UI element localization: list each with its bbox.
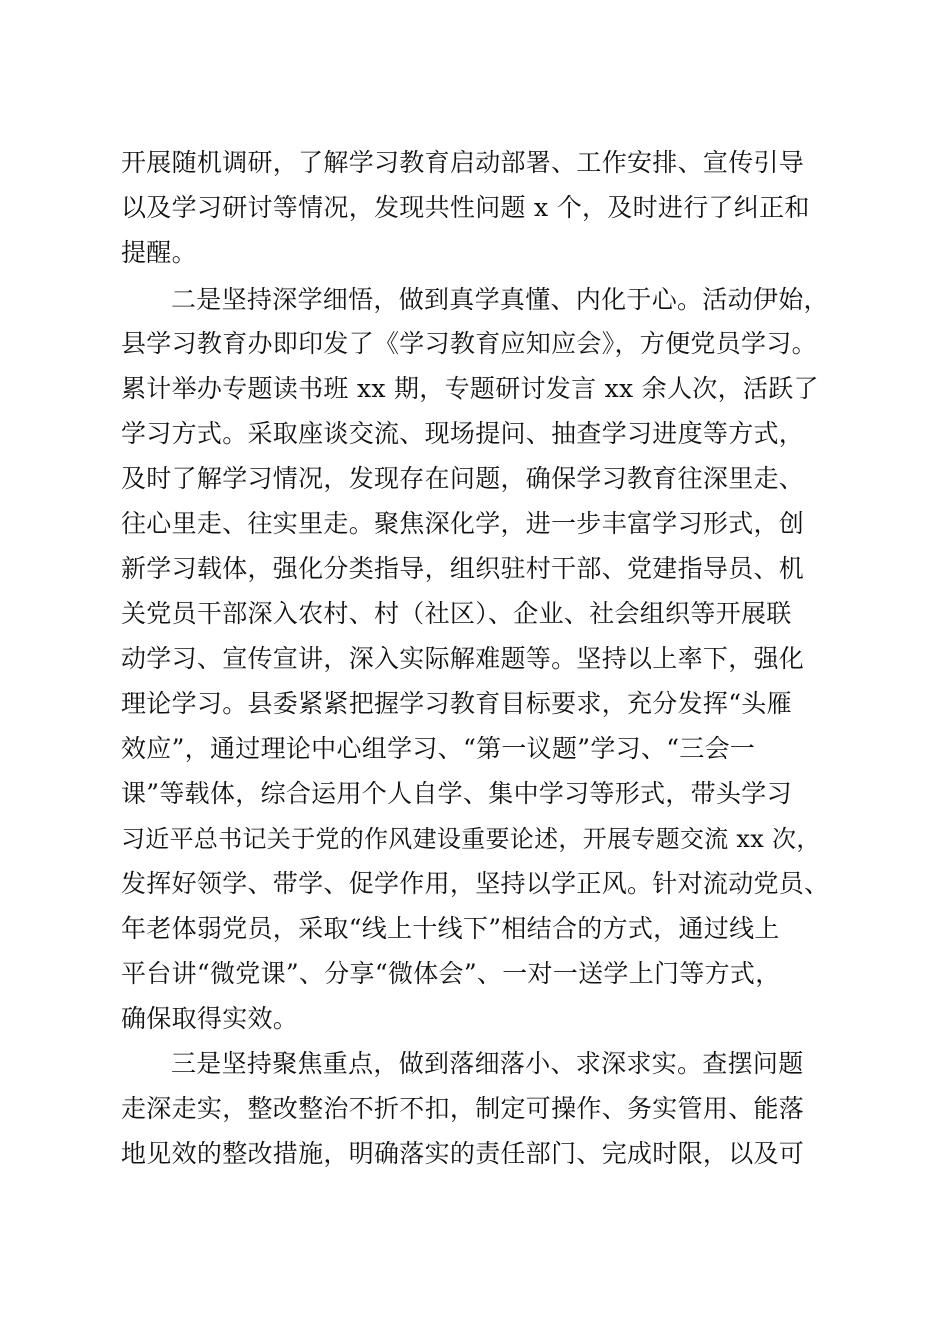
- paragraph-2-line-15: 年老体弱党员，采取“线上十线下”相结合的方式，通过线上: [121, 914, 780, 943]
- paragraph-2-line-8: 关党员干部深入农村、村（社区）、企业、社会组织等开展联: [121, 599, 792, 628]
- paragraph-2-line-3: 累计举办专题读书班 xx 期，专题研讨发言 xx 余人次，活跃了: [121, 374, 819, 403]
- paragraph-2-line-17: 确保取得实效。: [121, 1004, 299, 1033]
- paragraph-2-line-16: 平台讲“微党课”、分享“微体会”、一对一送学上门等方式，: [121, 959, 781, 988]
- paragraph-2-line-13: 习近平总书记关于党的作风建设重要论述，开展专题交流 xx 次，: [121, 825, 821, 853]
- paragraph-3-line-1: 三是坚持聚焦重点，做到落细落小、求深求实。查摆问题: [171, 1049, 804, 1078]
- paragraph-2-line-12: 课”等载体，综合运用个人自学、集中学习等形式，带头学习: [121, 779, 792, 808]
- paragraph-2-line-2: 县学习教育办即印发了《学习教育应知应会》，方便党员学习。: [121, 329, 817, 358]
- paragraph-2-line-9: 动学习、宣传宣讲，深入实际解难题等。坚持以上率下，强化: [121, 644, 805, 673]
- paragraph-1-line-3: 提醒。: [121, 238, 197, 267]
- paragraph-2-line-1: 二是坚持深学细悟，做到真学真懂、内化于心。活动伊始，: [171, 285, 829, 314]
- paragraph-3-line-2: 走深走实，整改整治不折不扣，制定可操作、务实管用、能落: [121, 1094, 805, 1123]
- paragraph-2-line-4: 学习方式。采取座谈交流、现场提问、抽查学习进度等方式，: [121, 419, 805, 448]
- paragraph-2-line-10: 理论学习。县委紧紧把握学习教育目标要求，充分发挥“头雁: [121, 689, 792, 718]
- paragraph-2-line-5: 及时了解学习情况，发现存在问题，确保学习教育往深里走、: [121, 464, 805, 493]
- paragraph-2-line-14: 发挥好领学、带学、促学作用，坚持以学正风。针对流动党员、: [121, 869, 830, 898]
- paragraph-2-line-7: 新学习载体，强化分类指导，组织驻村干部、党建指导员、机: [121, 554, 805, 583]
- paragraph-3-line-3: 地见效的整改措施，明确落实的责任部门、完成时限，以及可: [121, 1139, 805, 1168]
- paragraph-2-line-11: 效应”，通过理论中心组学习、“第一议题”学习、“三会一: [121, 734, 756, 763]
- paragraph-1-line-1: 开展随机调研，了解学习教育启动部署、工作安排、宣传引导: [121, 148, 805, 177]
- paragraph-2-line-6: 往心里走、往实里走。聚焦深化学，进一步丰富学习形式，创: [121, 509, 805, 538]
- paragraph-1-line-2: 以及学习研讨等情况，发现共性问题 x 个，及时进行了纠正和: [121, 193, 810, 222]
